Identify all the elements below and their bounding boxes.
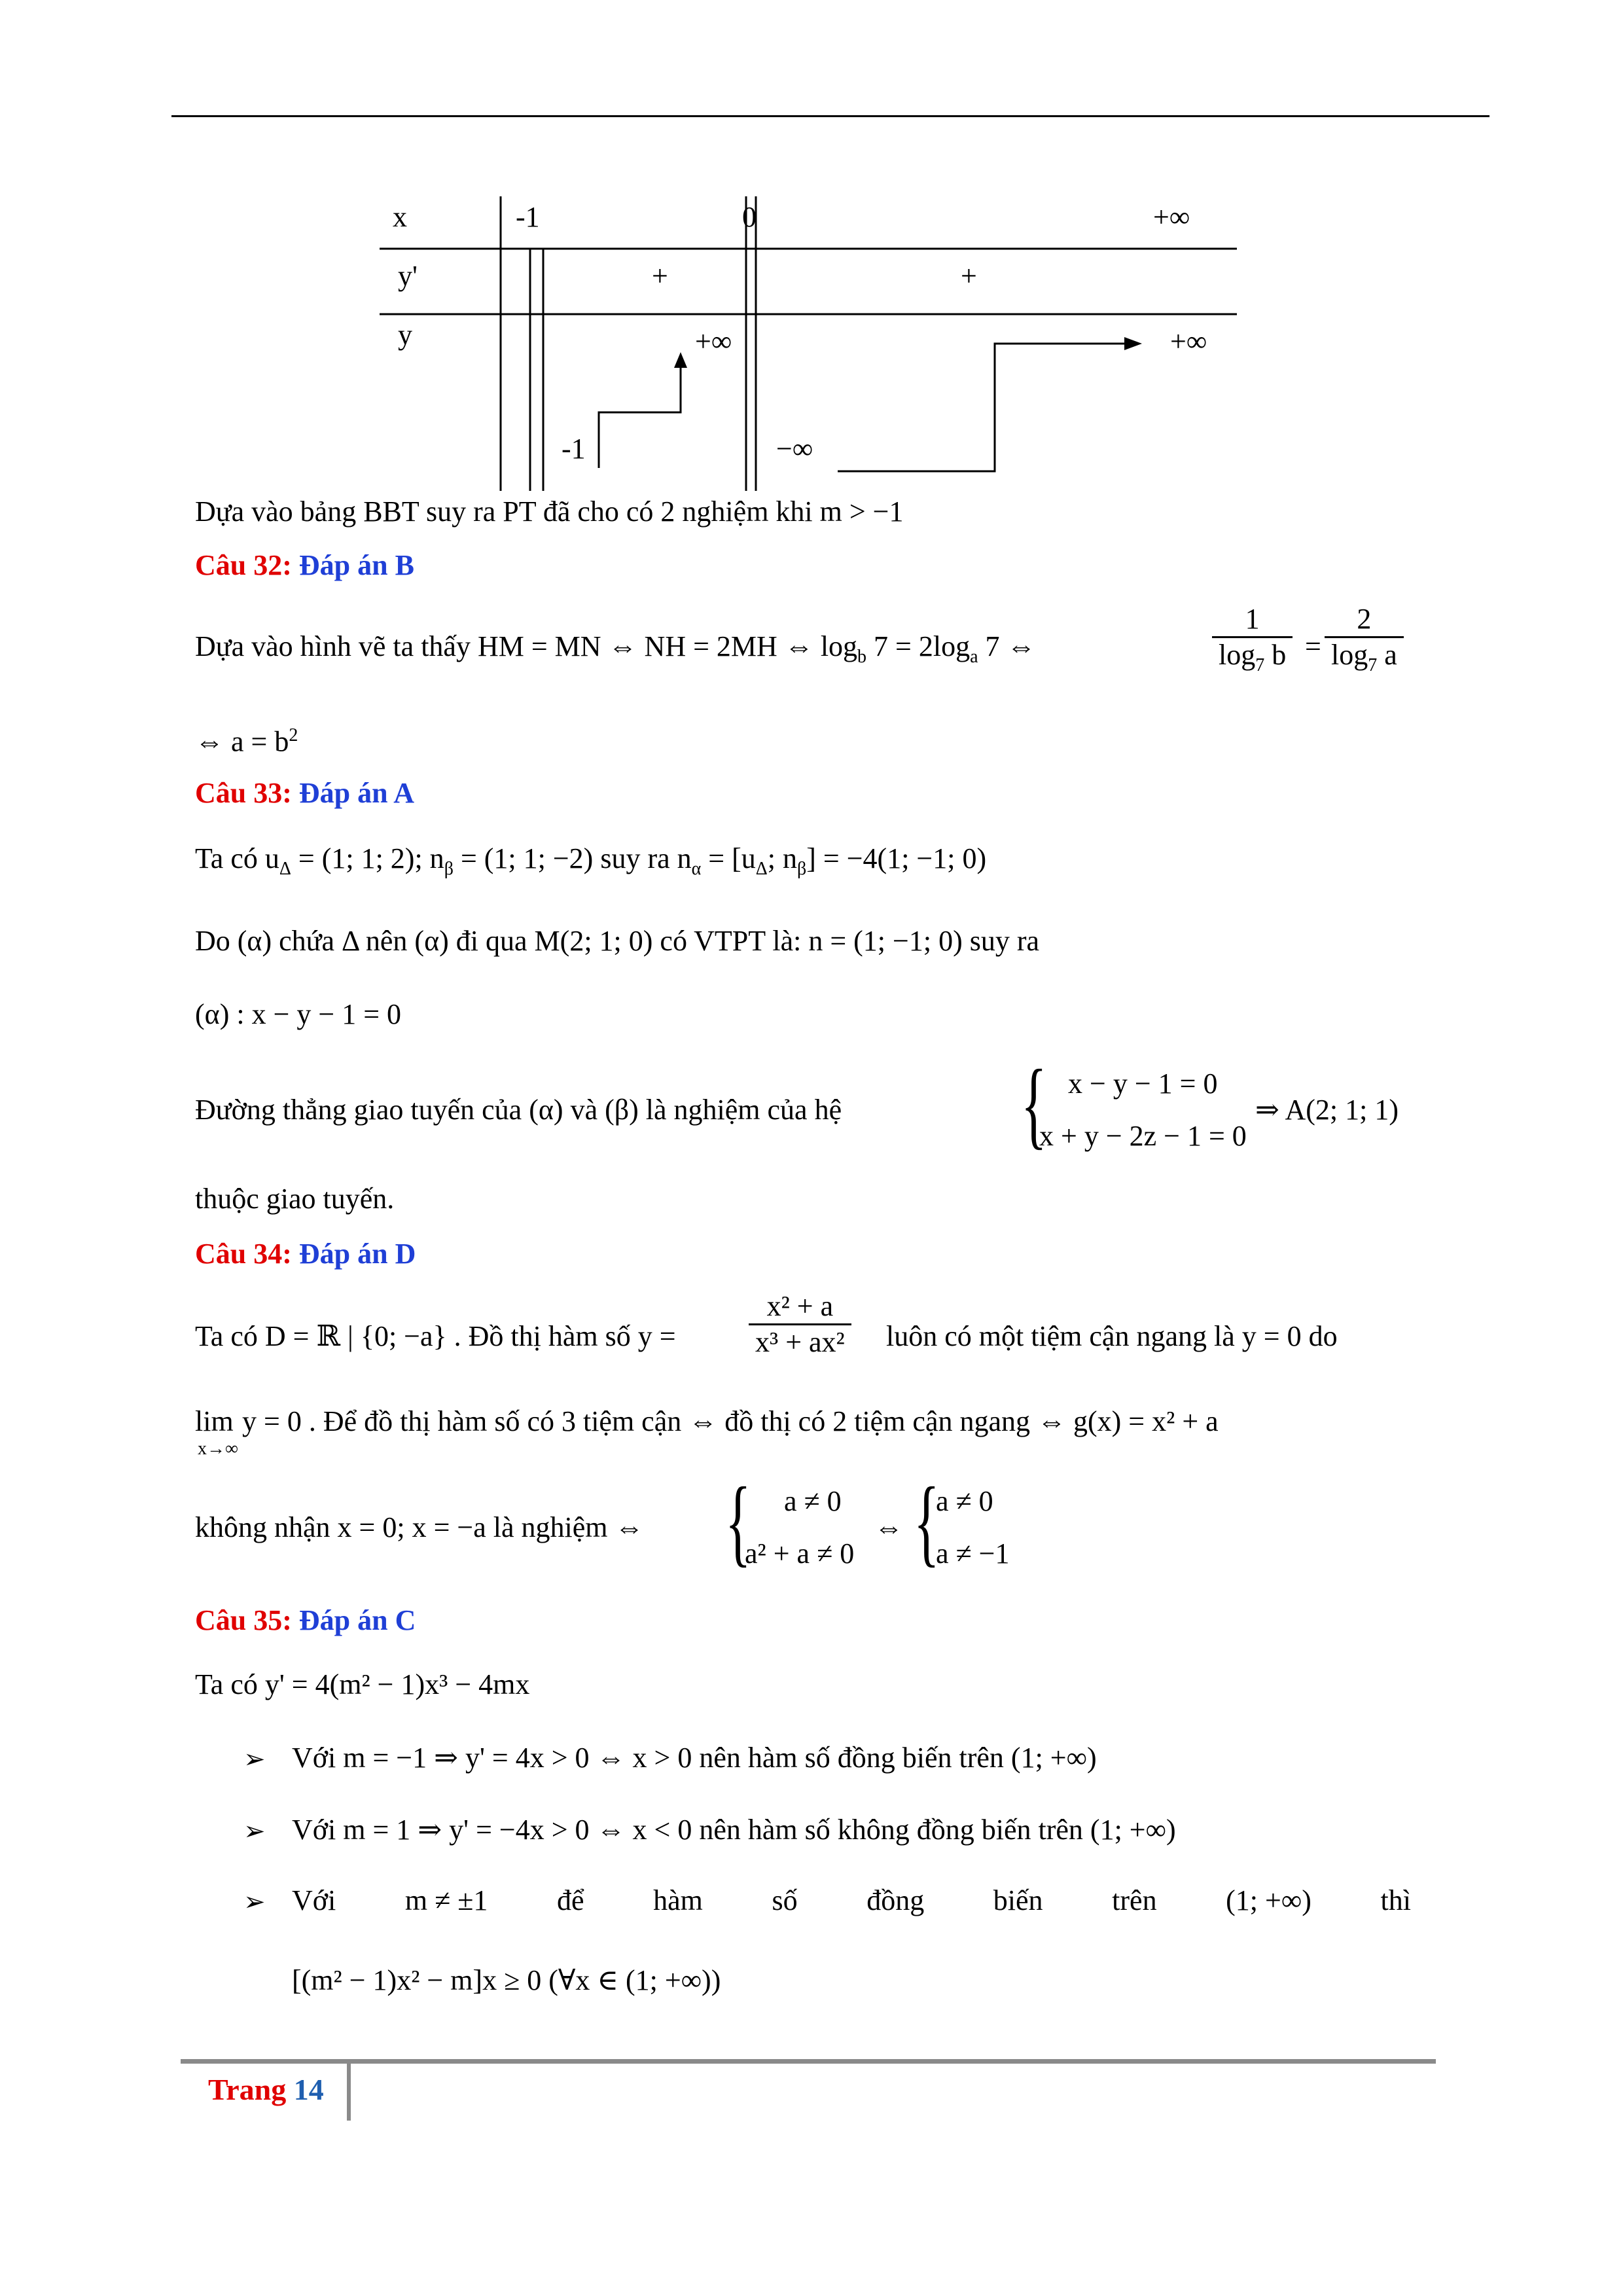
bbt-y-right-top: +∞ (1170, 325, 1207, 357)
q34-system1-eq1: a ≠ 0 (784, 1485, 842, 1517)
q35-line1: Ta có y' = 4(m² − 1)x³ − 4mx (195, 1668, 530, 1700)
q35-heading: Câu 35: Đáp án C (195, 1604, 416, 1636)
footer-rule (181, 2059, 1436, 2064)
bullet-arrow-icon: ➢ (243, 1816, 266, 1846)
q32-fraction-1: $\frac{1}{\log_7 b}$ (1212, 602, 1293, 683)
q33-system-eq2: x + y − 2z − 1 = 0 (1039, 1120, 1247, 1152)
bbt-x-val-minus1: -1 (516, 201, 540, 233)
arrow-increasing-right (838, 344, 1126, 471)
q34-line1: Ta có D = ℝ | {0; −a} . Đồ thị hàm số y = (195, 1320, 676, 1352)
q33-line4: Đường thẳng giao tuyến của (α) và (β) là nghiệm của hệ (195, 1094, 842, 1126)
bullet-arrow-icon: ➢ (243, 1887, 266, 1916)
q34-system2-eq2: a ≠ −1 (936, 1537, 1010, 1570)
q35-bullet-3-line2: [(m² − 1)x² − m]x ≥ 0 (∀x ∈ (1; +∞)) (292, 1964, 721, 1996)
q33-system-eq1: x − y − 1 = 0 (1068, 1067, 1218, 1100)
q32-heading: Câu 32: Đáp án B (195, 549, 414, 581)
bbt-x-label: x (393, 201, 407, 233)
q34-system1-brace: { (725, 1467, 751, 1576)
q33-line3: (α) : x − y − 1 = 0 (195, 998, 402, 1030)
q33-line5: thuộc giao tuyến. (195, 1183, 395, 1215)
bbt-conclusion: Dựa vào bảng BBT suy ra PT đã cho có 2 nghiệm khi m > −1 (195, 495, 904, 528)
q34-system2-brace: { (914, 1467, 940, 1576)
bbt-x-val-0: 0 (742, 201, 757, 233)
q33-heading: Câu 33: Đáp án A (195, 777, 414, 809)
q33-system-brace: { (1021, 1050, 1047, 1158)
q34-lim: lim (195, 1405, 234, 1437)
bbt-x-val-inf: +∞ (1153, 201, 1190, 233)
bbt-y-right-bottom: −∞ (776, 433, 813, 465)
q34-line3: không nhận x = 0; x = −a là nghiệm ⇔ (195, 1511, 644, 1543)
q35-bullet-2: Với m = 1 ⇒ y' = −4x > 0 ⇔ x < 0 nên hàm số không đồng biến trên (1; +∞) (292, 1814, 1176, 1846)
q33-line1: Ta có $u_\Delta = (1$; 1; 2); $n_\beta = (1$; 1; −2) suy ra $n_\alpha = [u_\Delta$; $n_\beta] = -4(1$; −1; 0) (195, 842, 987, 879)
arrow-increasing-left (599, 367, 681, 468)
q34-line1-post: luôn có một tiệm cận ngang là y = 0 do (886, 1320, 1338, 1352)
q34-heading: Câu 34: Đáp án D (195, 1238, 416, 1270)
arrowhead-left (674, 352, 687, 368)
bbt-y-label: y (398, 319, 412, 351)
q34-iff: ⇔ (874, 1511, 903, 1543)
footer-divider (347, 2060, 351, 2121)
bbt-y-left-bottom: -1 (562, 433, 586, 465)
q34-line2: y = 0 . Để đồ thị hàm số có 3 tiệm cận ⇔ đồ thị có 2 tiệm cận ngang ⇔ g(x) = x² + a (242, 1405, 1219, 1437)
q33-line4-result: ⇒ A(2; 1; 1) (1255, 1094, 1399, 1126)
q32-equals: = (1305, 630, 1321, 662)
bbt-sign-2: + (961, 260, 977, 292)
q34-system1-eq2: a² + a ≠ 0 (745, 1537, 855, 1570)
bbt-sign-1: + (652, 260, 668, 292)
q34-lim-sub: x→∞ (198, 1439, 238, 1459)
q33-line2: Do (α) chứa Δ nên (α) đi qua M(2; 1; 0) có VTPT là: n = (1; −1; 0) suy ra (195, 925, 1040, 957)
q35-bullet-3: Với m ≠ ±1 để hàm số đồng biến trên (1; +∞) thì (292, 1884, 1411, 1916)
q32-fraction-2: $\frac{2}{\log_7 a}$ (1325, 602, 1404, 683)
arrowhead-right (1124, 337, 1142, 350)
bbt-yprime-label: y' (398, 260, 418, 292)
bbt-y-left-top: +∞ (695, 325, 732, 357)
q34-fraction: $\frac{\text{x² + a}}{\text{x³ + ax²}}$ (749, 1289, 851, 1359)
q32-line2: ⇔ $a = b^2$ (195, 725, 298, 758)
page-number: Trang 14 (208, 2073, 324, 2106)
q35-bullet-1: Với m = −1 ⇒ y' = 4x > 0 ⇔ x > 0 nên hàm số đồng biến trên (1; +∞) (292, 1742, 1097, 1774)
q32-line1: Dựa vào hình vẽ ta thấy HM = MN ⇔ NH = 2MH ⇔ $\log_b 7 = 2\log_a$ 7 ⇔ (195, 630, 1036, 667)
header-rule (171, 115, 1489, 117)
bullet-arrow-icon: ➢ (243, 1744, 266, 1774)
q34-system2-eq1: a ≠ 0 (936, 1485, 993, 1517)
